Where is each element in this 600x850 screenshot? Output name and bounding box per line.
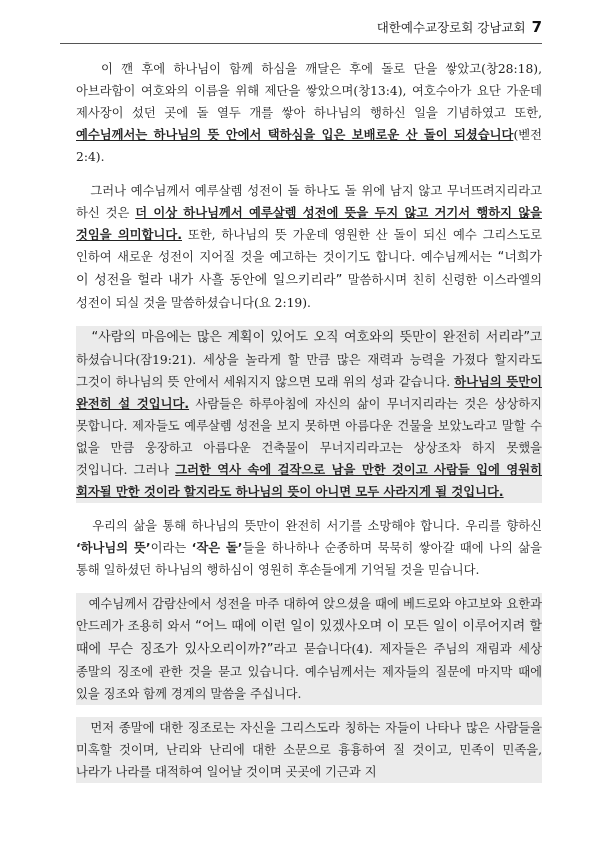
body-run: 고 하셨습니다(잠19:21). 세상을 놀라게 할 만큼 많은 재력과 능력을 가졌다 할지라도 그것이 하나님의 뜻 안에서 세워지지 않으면 모래 위의 성과 같습니다. xyxy=(76,330,542,389)
paragraph xyxy=(76,180,542,314)
body-run: 예수님께서 감람산에서 성전을 마주 대하여 앉으셨을 때에 베드로와 야고보와 요한과 안드레가 조용히 와서 xyxy=(76,597,542,633)
scripture-quote: “너희가 이 성전을 헐라 내가 사흘 동안에 일으키리라” xyxy=(76,250,542,288)
body-run: 우리의 삶을 통해 하나님의 뜻만이 완전히 서기를 소망해야 합니다. 우리를 향하신 xyxy=(92,519,543,533)
emphasis-text: 예수님께서는 하나님의 뜻 안에서 택하심을 입은 보배로운 산 돌이 되셨습니다 xyxy=(76,128,514,142)
bold-text: ‘작은 돌’ xyxy=(191,541,243,555)
header-divider xyxy=(60,43,542,44)
body-run: (벧전 2:4). xyxy=(76,128,542,164)
body-run: 또한, 하나님의 뜻 가운데 영원한 산 돌이 되신 예수 그리스도로 인하여 새로운 성전이 지어질 것을 예고하는 것이기도 합니다. 예수님께서는 xyxy=(76,228,543,264)
body-run: 먼저 종말에 대한 징조로는 자신을 그리스도라 칭하는 자들이 나타나 많은 사람들을 미혹할 것이며, 난리와 난리에 대한 소문으로 흉흉하여 질 것이고, 민족이 민족을, 나라가 나라를 대적하여 일어날 것이며 곳곳에 기근과 지 xyxy=(76,721,543,779)
body-run: 사람들은 하루아침에 자신의 삶이 무너지리라는 것은 상상하지 못합니다. 제자들도 예루살렘 성전을 보지 못하면 아름다운 건물을 보았노라고 말할 수 없을 만큼 웅장하고 아름다운 건축물이 무너지리라고는 상상조차 하지 못했을 것입니다. 그러나 xyxy=(76,397,542,477)
emphasis-text: 더 이상 하나님께서 예루살렘 성전에 뜻을 두지 않고 거기서 행하지 않을 것임을 의미합니다. xyxy=(76,206,542,242)
body-run: 그러나 예수님께서 예루살렘 성전이 돌 하나도 돌 위에 남지 않고 무너뜨려지리라고 하신 것은 xyxy=(76,184,543,220)
church-name: 대한예수교장로회 강남교회 xyxy=(376,20,526,35)
running-header xyxy=(377,18,542,36)
emphasis-text: 그러한 역사 속에 걸작으로 남을 만한 것이고 사람들 입에 영원히 회자될 만한 것이라 할지라도 하나님의 뜻이 아니면 모두 사라지게 될 것입니다. xyxy=(76,463,542,499)
body-text xyxy=(76,58,542,795)
paragraph xyxy=(76,717,542,783)
body-run: 이라는 xyxy=(150,541,192,555)
body-run: 말씀하시며 친히 신령한 이스라엘의 성전이 되실 것을 말씀하셨습니다(요 2:19). xyxy=(76,273,542,310)
bold-text: ‘하나님의 뜻’ xyxy=(76,541,151,555)
body-run: 라고 묻습니다(4). 제자들은 주님의 재림과 세상 종말의 징조에 관한 것을 묻고 있습니다. 예수님께서는 제자들의 질문에 마지막 때에 있을 징조와 함께 경계의 말씀을 주십니다. xyxy=(76,642,542,701)
page-number: 7 xyxy=(531,18,542,36)
paragraph xyxy=(76,326,542,503)
scripture-quote: “어느 때에 이런 일이 있겠사오며 이 모든 일이 이루어지려 할 때에 무슨 징조가 있사오리이까?” xyxy=(76,619,542,657)
body-run: 이 깬 후에 하나님이 함께 하심을 깨달은 후에 돌로 단을 쌓았고(창28:18), 아브라함이 여호와의 이름을 위해 제단을 쌓았으며(창13:4), 여호수아가 요단 가운데 제사장이 섰던 곳에 돌 열두 개를 쌓아 하나님의 행하신 일을 기념하였고 또한, xyxy=(76,62,542,120)
paragraph xyxy=(76,593,542,705)
scripture-quote: “사람의 마음에는 많은 계획이 있어도 오직 여호와의 뜻만이 완전히 서리라” xyxy=(91,330,531,345)
body-run: 들을 하나하나 순종하며 묵묵히 쌓아갈 때에 나의 삶을 통해 일하셨던 하나님의 행하심이 영원히 후손들에게 기억될 것을 믿습니다. xyxy=(76,541,542,577)
paragraph xyxy=(76,58,542,168)
paragraph xyxy=(76,515,542,581)
emphasis-text: 하나님의 뜻만이 완전히 설 것입니다. xyxy=(76,375,542,411)
